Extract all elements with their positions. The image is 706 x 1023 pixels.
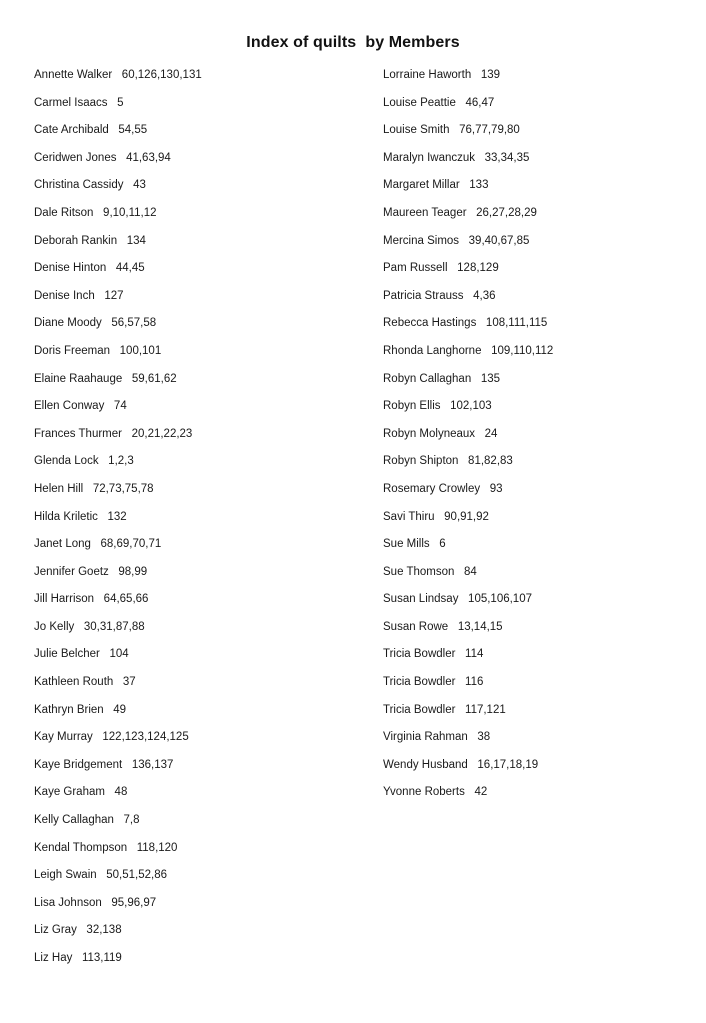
quilt-page-numbers: 74	[113, 400, 127, 413]
index-entry	[34, 563, 202, 591]
quilt-page-numbers: 4,36	[473, 289, 496, 302]
member-name: Maureen Teager	[383, 206, 467, 219]
index-entry	[383, 783, 553, 811]
member-name: Tricia Bowdler	[383, 703, 456, 716]
index-entry	[383, 232, 553, 260]
member-name: Jennifer Goetz	[34, 565, 109, 578]
member-name: Louise Smith	[383, 124, 450, 137]
quilt-page-numbers: 42	[474, 786, 488, 799]
member-name: Elaine Raahauge	[34, 372, 123, 385]
member-name: Lorraine Haworth	[383, 69, 472, 81]
member-name: Annette Walker	[34, 69, 113, 81]
index-entry	[34, 701, 202, 729]
index-entry	[34, 783, 202, 811]
quilt-page-numbers: 132	[107, 510, 127, 523]
member-name: Jill Harrison	[34, 593, 95, 606]
index-entry	[34, 259, 202, 287]
quilt-page-numbers: 139	[480, 69, 500, 81]
quilt-page-numbers: 93	[489, 482, 503, 495]
index-entry	[34, 149, 202, 177]
member-name: Deborah Rankin	[34, 234, 118, 247]
member-name: Cate Archibald	[34, 124, 109, 137]
quilt-page-numbers: 133	[469, 179, 489, 192]
index-entry	[34, 370, 202, 398]
quilt-page-numbers: 59,61,62	[131, 372, 177, 385]
index-entry	[34, 480, 202, 508]
member-name: Savi Thiru	[383, 510, 435, 523]
member-name: Susan Rowe	[383, 620, 449, 633]
member-name: Kendal Thompson	[34, 841, 128, 854]
index-entry	[383, 701, 553, 729]
quilt-page-numbers: 37	[122, 676, 136, 689]
quilt-page-numbers: 9,10,11,12	[103, 206, 157, 219]
index-entry	[34, 232, 202, 260]
member-name: Kathryn Brien	[34, 703, 104, 716]
member-name: Patricia Strauss	[383, 289, 464, 302]
quilt-page-numbers: 98,99	[118, 565, 148, 578]
index-entry	[34, 314, 202, 342]
index-entry	[383, 480, 553, 508]
index-entry	[383, 452, 553, 480]
member-name: Wendy Husband	[383, 758, 468, 771]
quilt-page-numbers: 33,34,35	[484, 151, 530, 164]
member-name: Robyn Molyneaux	[383, 427, 476, 440]
quilt-page-numbers: 7,8	[123, 814, 140, 827]
index-entry	[383, 66, 553, 94]
index-entry	[34, 287, 202, 315]
member-name: Helen Hill	[34, 482, 84, 495]
quilt-page-numbers: 127	[104, 289, 124, 302]
member-name: Hilda Kriletic	[34, 510, 98, 523]
quilt-page-numbers: 104	[109, 648, 129, 661]
member-name: Robyn Callaghan	[383, 372, 472, 385]
index-entry	[34, 811, 202, 839]
quilt-page-numbers: 118,120	[136, 841, 178, 854]
member-name: Christina Cassidy	[34, 179, 124, 192]
index-entry	[383, 149, 553, 177]
member-name: Denise Hinton	[34, 262, 107, 275]
quilt-page-numbers: 38	[477, 731, 491, 744]
member-name: Liz Hay	[34, 952, 73, 964]
index-entry	[34, 673, 202, 701]
quilt-page-numbers: 136,137	[131, 758, 174, 771]
quilt-page-numbers: 113,119	[81, 952, 122, 964]
index-entry	[383, 94, 553, 122]
member-name: Sue Mills	[383, 538, 430, 551]
index-entry	[34, 866, 202, 894]
quilt-page-numbers: 128,129	[457, 262, 499, 275]
index-entry	[383, 287, 553, 315]
quilt-page-numbers: 13,14,15	[457, 620, 503, 633]
member-name: Robyn Shipton	[383, 455, 459, 468]
member-name: Jo Kelly	[34, 620, 75, 633]
index-entry	[34, 425, 202, 453]
quilt-page-numbers: 117,121	[465, 703, 506, 716]
member-name: Maralyn Iwanczuk	[383, 151, 476, 164]
quilt-page-numbers: 64,65,66	[103, 593, 149, 606]
quilt-page-numbers: 109,110,112	[491, 344, 554, 357]
index-entry	[383, 645, 553, 673]
member-name: Kaye Bridgement	[34, 758, 123, 771]
quilt-page-numbers: 32,138	[86, 924, 122, 937]
member-name: Tricia Bowdler	[383, 676, 456, 689]
index-entry	[34, 535, 202, 563]
index-entry	[34, 645, 202, 673]
index-entry	[34, 452, 202, 480]
index-entry	[34, 839, 202, 867]
index-entry	[383, 370, 553, 398]
member-name: Louise Peattie	[383, 96, 456, 109]
member-name: Rosemary Crowley	[383, 482, 481, 495]
index-entry	[383, 563, 553, 591]
quilt-page-numbers: 43	[133, 179, 146, 192]
index-column-right	[383, 66, 553, 811]
quilt-page-numbers: 46,47	[465, 96, 495, 109]
member-name: Julie Belcher	[34, 648, 100, 661]
member-name: Tricia Bowdler	[383, 648, 456, 661]
member-name: Liz Gray	[34, 924, 77, 937]
quilt-page-numbers: 5	[117, 96, 124, 109]
quilt-page-numbers: 48	[114, 786, 128, 799]
member-name: Leigh Swain	[34, 869, 97, 882]
index-entry	[383, 590, 553, 618]
quilt-page-numbers: 16,17,18,19	[477, 758, 539, 771]
member-name: Ceridwen Jones	[34, 151, 117, 164]
index-entry	[383, 259, 553, 287]
quilt-page-numbers: 84	[463, 565, 477, 578]
quilt-page-numbers: 95,96,97	[111, 896, 157, 909]
quilt-page-numbers: 30,31,87,88	[83, 620, 145, 633]
index-entry	[383, 121, 553, 149]
quilt-page-numbers: 100,101	[119, 344, 162, 357]
index-entry	[383, 756, 553, 784]
index-column-left	[34, 66, 202, 977]
index-entry	[34, 94, 202, 122]
quilt-page-numbers: 68,69,70,71	[100, 538, 162, 551]
index-entry	[34, 590, 202, 618]
member-name: Pam Russell	[383, 262, 448, 275]
member-name: Susan Lindsay	[383, 593, 459, 606]
quilt-page-numbers: 114	[465, 648, 484, 661]
member-name: Denise Inch	[34, 289, 95, 302]
index-entry	[34, 921, 202, 949]
member-name: Lisa Johnson	[34, 896, 102, 909]
quilt-page-numbers: 41,63,94	[126, 151, 171, 164]
member-name: Sue Thomson	[383, 565, 455, 578]
index-entry	[34, 508, 202, 536]
quilt-page-numbers: 134	[126, 234, 146, 247]
index-entry	[383, 728, 553, 756]
quilt-page-numbers: 105,106,107	[468, 593, 532, 606]
quilt-page-numbers: 81,82,83	[468, 455, 513, 468]
index-entry	[383, 535, 553, 563]
quilt-page-numbers: 116	[465, 676, 484, 689]
index-entry	[34, 618, 202, 646]
index-entry	[383, 425, 553, 453]
member-name: Kelly Callaghan	[34, 814, 114, 827]
member-name: Kay Murray	[34, 731, 93, 744]
quilt-page-numbers: 60,126,130,131	[121, 69, 202, 81]
quilt-page-numbers: 26,27,28,29	[476, 206, 537, 219]
quilt-page-numbers: 1,2,3	[108, 455, 134, 468]
index-entry	[34, 66, 202, 94]
quilt-page-numbers: 76,77,79,80	[459, 124, 520, 137]
index-entry	[383, 204, 553, 232]
index-entry	[383, 342, 553, 370]
quilt-page-numbers: 20,21,22,23	[131, 427, 193, 440]
index-entry	[34, 397, 202, 425]
quilt-page-numbers: 50,51,52,86	[106, 869, 168, 882]
quilt-page-numbers: 49	[113, 703, 127, 716]
index-entry	[383, 673, 553, 701]
index-entry	[34, 121, 202, 149]
index-entry	[34, 949, 202, 977]
member-name: Robyn Ellis	[383, 400, 441, 413]
member-name: Kaye Graham	[34, 786, 105, 799]
member-name: Dale Ritson	[34, 206, 94, 219]
quilt-page-numbers: 56,57,58	[111, 317, 157, 330]
quilt-page-numbers: 135	[480, 372, 501, 385]
quilt-page-numbers: 122,123,124,125	[102, 731, 189, 744]
member-name: Margaret Millar	[383, 179, 460, 192]
quilt-page-numbers: 90,91,92	[444, 510, 489, 523]
index-entry	[383, 176, 553, 204]
member-name: Rhonda Langhorne	[383, 344, 482, 357]
index-entry	[34, 894, 202, 922]
member-name: Diane Moody	[34, 317, 102, 330]
quilt-page-numbers: 72,73,75,78	[92, 482, 154, 495]
member-name: Glenda Lock	[34, 455, 99, 468]
quilt-page-numbers: 44,45	[115, 262, 145, 275]
member-name: Carmel Isaacs	[34, 96, 108, 109]
index-entry	[34, 728, 202, 756]
index-entry	[383, 618, 553, 646]
quilt-page-numbers: 108,111,115	[485, 317, 548, 330]
member-name: Janet Long	[34, 538, 91, 551]
quilt-page-numbers: 6	[439, 538, 446, 551]
index-entry	[383, 314, 553, 342]
quilt-page-numbers: 24	[484, 427, 498, 440]
page-title: Index of quilts by Members	[246, 34, 460, 51]
member-name: Doris Freeman	[34, 344, 111, 357]
index-entry	[34, 176, 202, 204]
index-entry	[383, 508, 553, 536]
member-name: Rebecca Hastings	[383, 317, 477, 330]
member-name: Virginia Rahman	[383, 731, 468, 744]
member-name: Ellen Conway	[34, 400, 105, 413]
index-entry	[34, 756, 202, 784]
index-entry	[34, 204, 202, 232]
quilt-page-numbers: 54,55	[118, 124, 148, 137]
quilt-page-numbers: 102,103	[450, 400, 492, 413]
member-name: Mercina Simos	[383, 234, 460, 247]
member-name: Yvonne Roberts	[383, 786, 465, 799]
index-entry	[34, 342, 202, 370]
member-name: Frances Thurmer	[34, 427, 122, 440]
index-entry	[383, 397, 553, 425]
member-name: Kathleen Routh	[34, 676, 114, 689]
quilt-page-numbers: 39,40,67,85	[468, 234, 530, 247]
